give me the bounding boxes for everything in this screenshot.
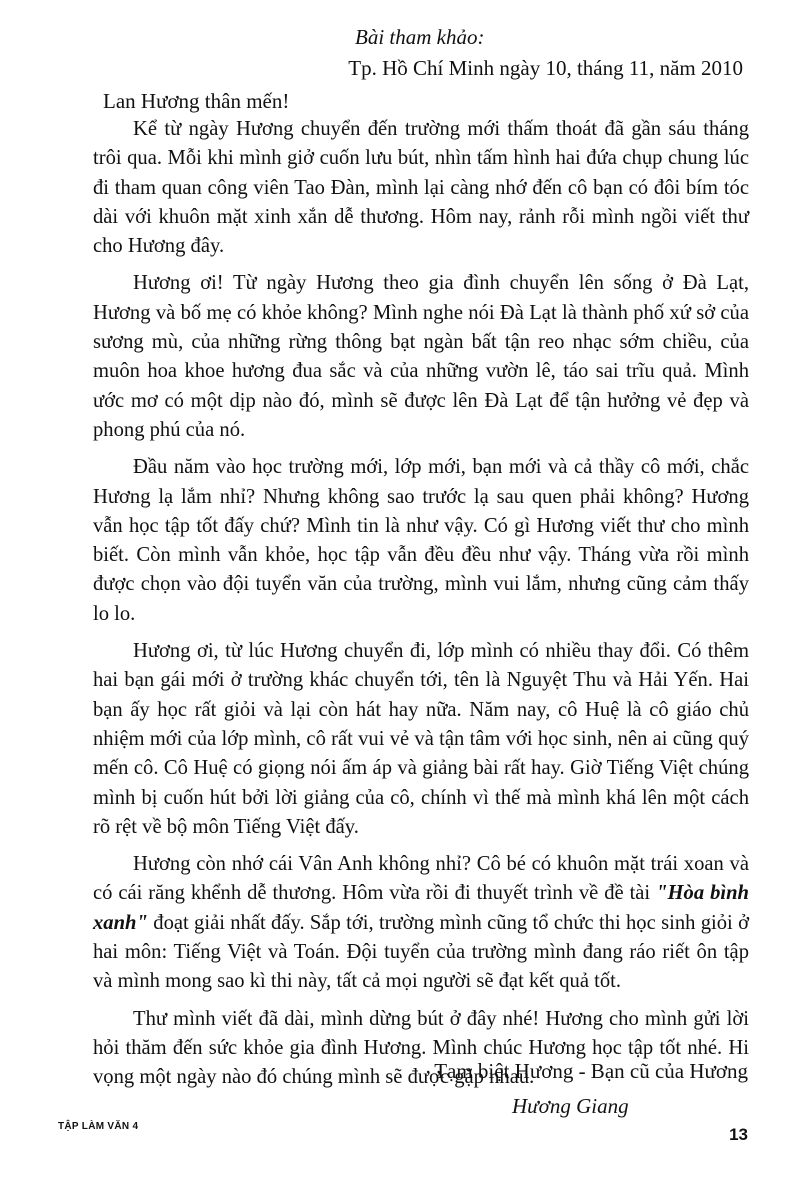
book-title-footer: TẬP LÀM VĂN 4: [58, 1121, 139, 1132]
letter-signature: Hương Giang: [512, 1094, 629, 1118]
reference-heading: Bài tham khảo:: [355, 25, 485, 49]
paragraph-1: Kể từ ngày Hương chuyển đến trường mới thấm thoát đã gần sáu tháng trôi qua. Mỗi khi mình giở cuốn lưu bút, nhìn tấm hình hai đứa chụp chung lúc đi tham quan công viên Tao Đàn, mình lại càng nhớ đến cô bạn có đôi bím tóc dài với khuôn mặt xinh xắn dễ thương. Hôm nay, rảnh rỗi mình ngồi viết thư cho Hương đây.: [93, 118, 749, 258]
paragraph-5-end: đoạt giải nhất đấy. Sắp tới, trường mình cũng tổ chức thi học sinh giỏi ở hai môn: Tiếng Việt và Toán. Đội tuyển của trường mình đang ráo riết ôn tập và mình mong sao kì thi này, tất cả mọi người sẽ đạt kết quả tốt.: [93, 911, 749, 993]
letter-closing: Tạm biệt Hương - Bạn cũ của Hương: [434, 1059, 748, 1083]
paragraph-2: Hương ơi! Từ ngày Hương theo gia đình chuyển lên sống ở Đà Lạt, Hương và bố mẹ có khỏe không? Mình nghe nói Đà Lạt là thành phố xứ sở của sương mù, của những rừng thông bạt ngàn bất tận reo nhạc sớm chiều, của muôn hoa khoe hương đua sắc và của những vườn lê, táo sai trĩu quả. Mình ước mơ có một dịp nào đó, mình sẽ được lên Đà Lạt để tận hưởng vẻ đẹp và phong phú của nó.: [93, 272, 749, 441]
page-number: 13: [729, 1125, 748, 1144]
letter-greeting: Lan Hương thân mến!: [103, 89, 290, 113]
paragraph-5: [93, 850, 749, 996]
paragraph-6: Thư mình viết đã dài, mình dừng bút ở đây nhé! Hương cho mình gửi lời hỏi thăm đến sức khỏe gia đình Hương. Mình chúc Hương học tập tốt nhé. Hi vọng một ngày nào đó chúng mình sẽ được gặp nhau.: [93, 1007, 749, 1089]
paragraph-4: Hương ơi, từ lúc Hương chuyển đi, lớp mình có nhiều thay đổi. Có thêm hai bạn gái mới ở trường khác chuyển tới, tên là Nguyệt Thu và Hải Yến. Hai bạn ấy học rất giỏi và lại còn hát hay nữa. Năm nay, cô Huệ là cô giáo chủ nhiệm mới của lớp mình, cô rất vui vẻ và tận tâm với học sinh, nên ai cũng quý mến cô. Cô Huệ có giọng nói ấm áp và giảng bài rất hay. Giờ Tiếng Việt chúng mình bị cuốn hút bởi lời giảng của cô, chính vì thế mà mình khá lên một cách rõ rệt về bộ môn Tiếng Việt đấy.: [93, 640, 749, 838]
topic-title: "Hòa bình xanh": [93, 882, 749, 934]
paragraph-3: Đầu năm vào học trường mới, lớp mới, bạn mới và cả thầy cô mới, chắc Hương lạ lắm nhỉ? Nhưng không sao trước lạ sau quen phải không? Hương vẫn học tập tốt đấy chứ? Mình tin là như vậy. Có gì Hương viết thư cho mình biết. Còn mình vẫn khỏe, học tập vẫn đều đều như vậy. Tháng vừa rồi mình được chọn vào đội tuyển văn của trường, mình vui lắm, nhưng cũng cảm thấy lo lo.: [93, 456, 749, 625]
paragraph-5-start: Hương còn nhớ cái Vân Anh không nhỉ? Cô bé có khuôn mặt trái xoan và có cái răng khểnh dễ thương. Hôm vừa rồi đi thuyết trình về đề tài: [93, 853, 749, 905]
date-line: Tp. Hồ Chí Minh ngày 10, tháng 11, năm 2010: [348, 56, 743, 80]
letter-body: [93, 115, 749, 1093]
